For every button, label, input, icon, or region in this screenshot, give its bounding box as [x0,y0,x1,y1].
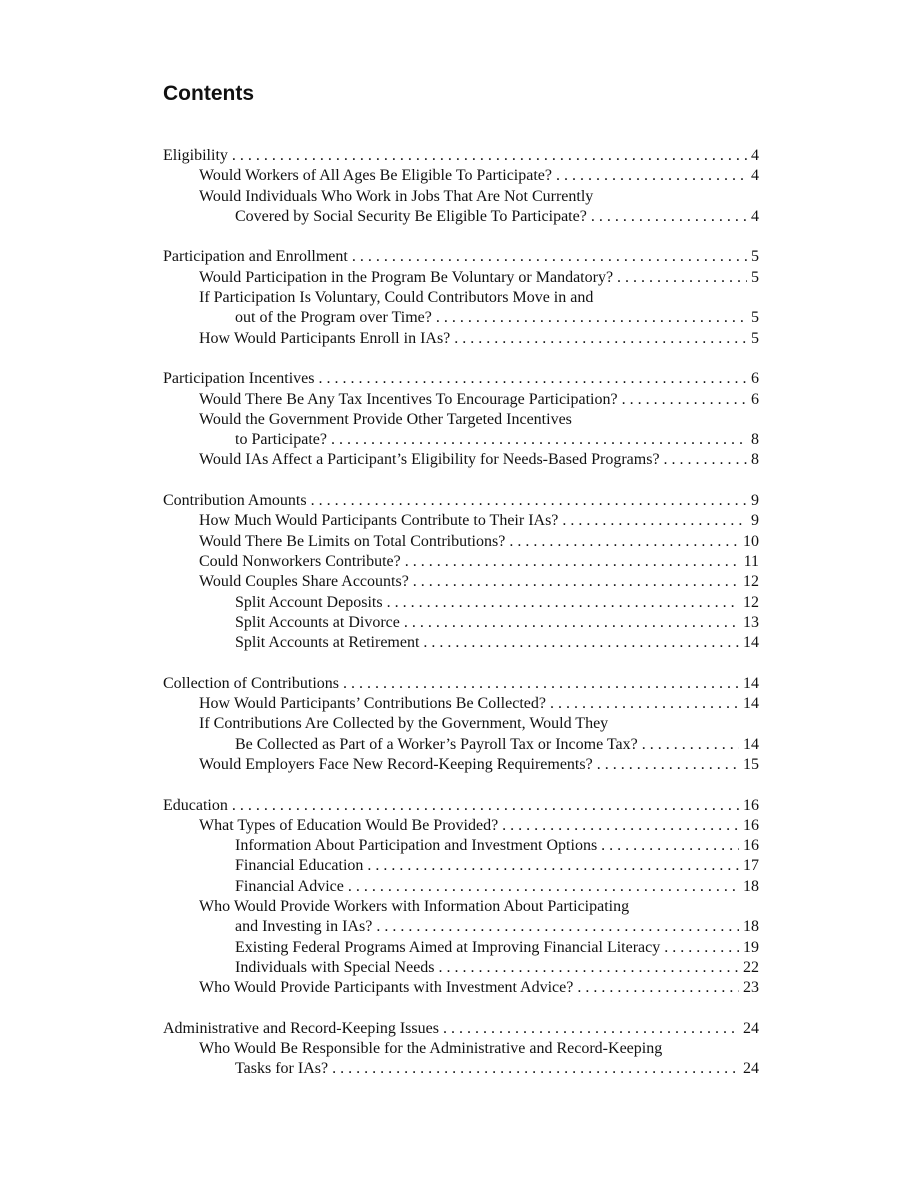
toc-entry-title: Contribution Amounts [163,491,311,511]
toc-entry-title: Who Would Provide Participants with Investment Advice? [199,978,577,998]
toc-page-number: 14 [743,695,759,713]
section-spacer [163,775,759,795]
dot-leader [617,268,747,288]
dot-leader [622,390,747,410]
dot-leader [597,755,739,775]
toc-page-number: 18 [743,918,759,936]
dot-leader [343,674,739,694]
toc-entry-title: Would Participation in the Program Be Voluntary or Mandatory? [199,268,617,288]
toc-entry-title: Would Couples Share Accounts? [199,572,413,592]
toc-entry-title: Administrative and Record-Keeping Issues [163,1019,443,1039]
toc-entry-title: Eligibility [163,146,232,166]
toc-page-number: 6 [751,390,759,408]
toc-entry[interactable] [163,735,759,755]
dot-leader [439,958,739,978]
dot-leader [664,450,747,470]
toc-entry[interactable] [163,958,759,978]
toc-entry-title: Tasks for IAs? [235,1059,332,1079]
toc-page-number: 11 [743,552,759,570]
toc-entry-title: What Types of Education Would Be Provided? [199,816,502,836]
dot-leader [443,1019,739,1039]
toc-section-entry[interactable] [163,491,759,511]
toc-page-number: 17 [743,857,759,875]
toc-page-number: 14 [743,735,759,753]
toc-entry[interactable] [163,897,759,917]
dot-leader [319,369,747,389]
toc-entry[interactable] [163,877,759,897]
toc-entry-title: Collection of Contributions [163,674,343,694]
toc-entry-title: Would the Government Provide Other Targeted Incentives [199,410,572,428]
toc-entry-title: Be Collected as Part of a Worker’s Payroll Tax or Income Tax? [235,735,642,755]
toc-entry[interactable] [163,938,759,958]
dot-leader [352,247,747,267]
dot-leader [591,207,747,227]
toc-entry-title: Would Individuals Who Work in Jobs That Are Not Currently [199,187,594,205]
dot-leader [562,511,747,531]
toc-entry-title: Education [163,796,232,816]
dot-leader [436,308,747,328]
toc-section-entry[interactable] [163,247,759,267]
section-spacer [163,349,759,369]
toc-page-number: 12 [743,573,759,591]
section-spacer [163,653,759,673]
toc-page-number: 5 [751,248,759,266]
toc-page-number: 23 [743,979,759,997]
section-spacer [163,471,759,491]
toc-page-number: 12 [743,593,759,611]
toc-entry[interactable] [163,207,759,227]
dot-leader [664,938,739,958]
toc-page-number: 5 [751,309,759,327]
toc-entry[interactable] [163,836,759,856]
toc-entry-title: How Much Would Participants Contribute to Their IAs? [199,511,562,531]
toc-entry[interactable] [163,856,759,876]
toc-entry[interactable] [163,166,759,186]
toc-entry-title: Would There Be Limits on Total Contributions? [199,532,509,552]
toc-entry[interactable] [163,450,759,470]
toc-entry-title: and Investing in IAs? [235,917,376,937]
toc-entry-title: If Contributions Are Collected by the Government, Would They [199,715,609,733]
dot-leader [404,613,739,633]
toc-entry[interactable] [163,917,759,937]
toc-entry-title: Existing Federal Programs Aimed at Improving Financial Literacy [235,938,664,958]
dot-leader [311,491,747,511]
dot-leader [232,146,747,166]
toc-page-number: 15 [743,755,759,773]
toc-entry[interactable] [163,755,759,775]
toc-entry-title: Would There Be Any Tax Incentives To Encourage Participation? [199,390,622,410]
toc-page-number: 6 [751,370,759,388]
toc-entry-title: Participation Incentives [163,369,319,389]
dot-leader [376,917,739,937]
toc-entry[interactable] [163,714,759,734]
toc-entry-title: Would Workers of All Ages Be Eligible To Participate? [199,166,556,186]
dot-leader [601,836,739,856]
toc-section-entry[interactable] [163,1019,759,1039]
toc-page-number: 14 [743,634,759,652]
toc-page-number: 24 [743,1019,759,1037]
toc-entry[interactable] [163,390,759,410]
toc-section-entry[interactable] [163,369,759,389]
toc-page-number: 9 [751,512,759,530]
toc-page-number: 8 [751,451,759,469]
toc-entry[interactable] [163,430,759,450]
toc-entry-title: Covered by Social Security Be Eligible To Participate? [235,207,591,227]
toc-entry-title: Who Would Be Responsible for the Administrative and Record-Keeping [199,1040,663,1058]
toc-section-entry[interactable] [163,146,759,166]
toc-page-number: 16 [743,796,759,814]
toc-entry-title: Would Employers Face New Record-Keeping Requirements? [199,755,597,775]
toc-entry[interactable] [163,978,759,998]
toc-entry[interactable] [163,816,759,836]
dot-leader [332,1059,739,1079]
toc-entry-title: If Participation Is Voluntary, Could Contributors Move in and [199,289,594,307]
toc-entry-title: Participation and Enrollment [163,247,352,267]
toc-page-number: 9 [751,492,759,510]
toc-entry[interactable] [163,1059,759,1079]
toc-entry[interactable] [163,308,759,328]
toc-entry-title: Individuals with Special Needs [235,958,439,978]
toc-entry-title: Could Nonworkers Contribute? [199,552,405,572]
toc-entry-title: out of the Program over Time? [235,308,436,328]
toc-entry[interactable] [163,1039,759,1059]
dot-leader [367,856,739,876]
toc-page-number: 5 [751,268,759,286]
toc-entry[interactable] [163,593,759,613]
dot-leader [556,166,747,186]
dot-leader [642,735,739,755]
dot-leader [405,552,740,572]
toc-entry-title: Financial Advice [235,877,348,897]
toc-entry-title: Financial Education [235,856,367,876]
toc-section-entry[interactable] [163,796,759,816]
dot-leader [232,796,739,816]
toc-entry-title: How Would Participants Enroll in IAs? [199,329,454,349]
toc-entry[interactable] [163,329,759,349]
table-of-contents [163,146,759,1080]
toc-entry[interactable] [163,511,759,531]
dot-leader [387,593,739,613]
toc-entry[interactable] [163,552,759,572]
dot-leader [348,877,739,897]
toc-entry[interactable] [163,613,759,633]
section-spacer [163,998,759,1018]
toc-page-number: 22 [743,958,759,976]
toc-section-entry[interactable] [163,674,759,694]
toc-entry[interactable] [163,532,759,552]
dot-leader [577,978,739,998]
toc-page-number: 4 [751,167,759,185]
toc-page-number: 16 [743,837,759,855]
toc-page-number: 16 [743,816,759,834]
dot-leader [413,572,739,592]
section-spacer [163,227,759,247]
toc-page-number: 4 [751,207,759,225]
toc-entry[interactable] [163,288,759,308]
toc-entry-title: Split Account Deposits [235,593,387,613]
dot-leader [502,816,739,836]
page-title: Contents [163,82,254,105]
toc-page-number: 4 [751,147,759,164]
toc-page-number: 8 [751,431,759,449]
toc-entry[interactable] [163,268,759,288]
dot-leader [550,694,739,714]
toc-entry[interactable] [163,187,759,207]
toc-entry[interactable] [163,410,759,430]
toc-page-number: 24 [743,1060,759,1078]
dot-leader [331,430,747,450]
toc-entry-title: Who Would Provide Workers with Information About Participating [199,897,630,915]
toc-entry-title: Information About Participation and Investment Options [235,836,601,856]
dot-leader [423,633,739,653]
toc-entry-title: Would IAs Affect a Participant’s Eligibility for Needs-Based Programs? [199,450,664,470]
toc-page-number: 5 [751,329,759,347]
toc-page-number: 10 [743,532,759,550]
toc-entry-title: Split Accounts at Divorce [235,613,404,633]
toc-page-number: 14 [743,674,759,692]
toc-page-number: 13 [743,613,759,631]
toc-entry-title: How Would Participants’ Contributions Be Collected? [199,694,550,714]
toc-entry[interactable] [163,694,759,714]
dot-leader [509,532,739,552]
toc-page-number: 18 [743,877,759,895]
toc-page-number: 19 [743,938,759,956]
toc-entry[interactable] [163,572,759,592]
dot-leader [454,329,747,349]
toc-entry[interactable] [163,633,759,653]
toc-entry-title: to Participate? [235,430,331,450]
toc-entry-title: Split Accounts at Retirement [235,633,423,653]
